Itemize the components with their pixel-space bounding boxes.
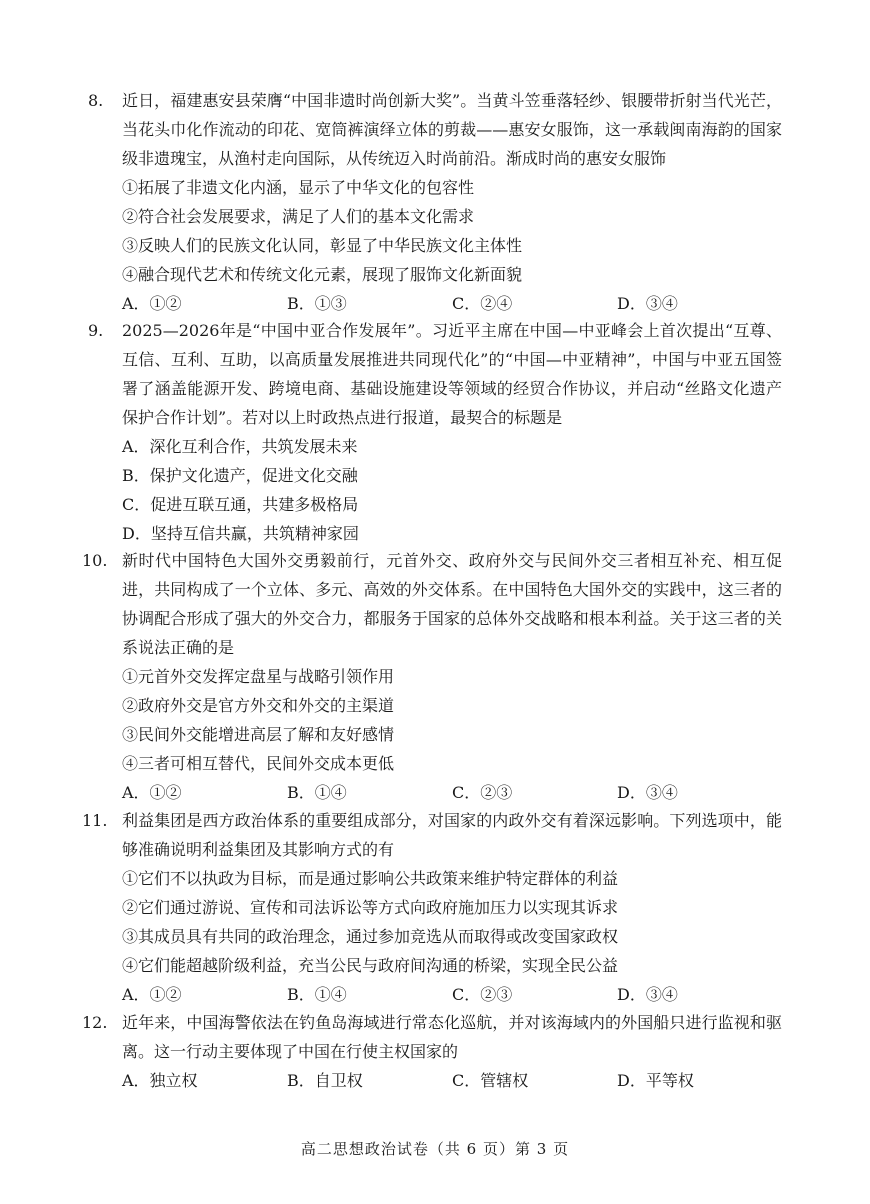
answer-choices <box>122 289 782 318</box>
choice-b: B．①③ <box>287 294 347 313</box>
statement-2: ②政府外交是官方外交和外交的主渠道 <box>122 696 395 715</box>
choice-b: B．自卫权 <box>287 1071 363 1090</box>
question-number: 12. <box>82 1013 108 1032</box>
question-9 <box>88 316 782 548</box>
choice-b: B．保护文化遗产，促进文化交融 <box>122 466 358 485</box>
choice-a: A．深化互利合作，共筑发展未来 <box>122 437 358 456</box>
statement-1: ①元首外交发挥定盘星与战略引领作用 <box>122 667 395 686</box>
choice-d: D．③④ <box>617 783 678 802</box>
choice-a: A．①② <box>122 985 182 1004</box>
choice-d: D．③④ <box>617 985 678 1004</box>
choice-b: B．①④ <box>287 985 347 1004</box>
question-12 <box>82 1008 782 1095</box>
statement-4: ④它们能超越阶级利益，充当公民与政府间沟通的桥梁，实现全民公益 <box>122 956 619 975</box>
answer-choices <box>122 1066 782 1095</box>
choice-c: C．促进互联互通，共建多极格局 <box>122 495 359 514</box>
choice-c: C．②③ <box>452 985 513 1004</box>
statement-3: ③反映人们的民族文化认同，彰显了中华民族文化主体性 <box>122 236 523 255</box>
question-number: 9. <box>88 321 104 340</box>
question-number: 8. <box>88 91 104 110</box>
choice-c: C．②④ <box>452 294 513 313</box>
answer-choices <box>122 778 782 807</box>
choice-b: B．①④ <box>287 783 347 802</box>
statement-1: ①它们不以执政为目标，而是通过影响公共政策来维护特定群体的利益 <box>122 869 619 888</box>
choice-a: A．独立权 <box>122 1071 198 1090</box>
statement-2: ②符合社会发展要求，满足了人们的基本文化需求 <box>122 207 475 226</box>
page-footer: 高二思想政治试卷（共 6 页）第 3 页 <box>300 1140 570 1158</box>
question-10 <box>82 546 782 807</box>
question-number: 10. <box>82 551 108 570</box>
question-stem: 2025—2026年是“中国中亚合作发展年”。习近平主席在中国—中亚峰会上首次提出“互尊、互信、互利、互助，以高质量发展推进共同现代化”的“中国—中亚精神”，中国与中亚五国签署了涵盖能源开发、跨境电商、基础设施建设等领域的经贸合作协议，并启动“丝路文化遗产保护合作计划”。若对以上时政热点进行报道，最契合的标题是 <box>122 321 782 427</box>
question-11 <box>82 806 782 1009</box>
choice-d: D．③④ <box>617 294 678 313</box>
statement-2: ②它们通过游说、宣传和司法诉讼等方式向政府施加压力以实现其诉求 <box>122 898 619 917</box>
statement-3: ③其成员具有共同的政治理念，通过参加竞选从而取得或改变国家政权 <box>122 927 619 946</box>
choice-d: D．坚持互信共赢，共筑精神家园 <box>122 524 359 543</box>
choice-a: A．①② <box>122 783 182 802</box>
statement-4: ④三者可相互替代，民间外交成本更低 <box>122 754 395 773</box>
choice-a: A．①② <box>122 294 182 313</box>
question-stem: 利益集团是西方政治体系的重要组成部分，对国家的内政外交有着深远影响。下列选项中，能够准确说明利益集团及其影响方式的有 <box>122 811 782 859</box>
answer-choices <box>122 980 782 1009</box>
question-stem: 近日，福建惠安县荣膺“中国非遗时尚创新大奖”。当黄斗笠垂落轻纱、银腰带折射当代光芒，当花头巾化作流动的印花、宽筒裤演绎立体的剪裁——惠安女服饰，这一承载闽南海韵的国家级非遗瑰宝，从渔村走向国际，从传统迈入时尚前沿。渐成时尚的惠安女服饰 <box>122 91 782 168</box>
statement-1: ①拓展了非遗文化内涵，显示了中华文化的包容性 <box>122 178 475 197</box>
statement-4: ④融合现代艺术和传统文化元素，展现了服饰文化新面貌 <box>122 265 523 284</box>
choice-c: C．②③ <box>452 783 513 802</box>
choice-c: C．管辖权 <box>452 1071 529 1090</box>
question-stem: 近年来，中国海警依法在钓鱼岛海域进行常态化巡航，并对该海域内的外国船只进行监视和驱离。这一行动主要体现了中国在行使主权国家的 <box>122 1013 782 1061</box>
statement-3: ③民间外交能增进高层了解和友好感情 <box>122 725 395 744</box>
question-stem: 新时代中国特色大国外交勇毅前行，元首外交、政府外交与民间外交三者相互补充、相互促进，共同构成了一个立体、多元、高效的外交体系。在中国特色大国外交的实践中，这三者的协调配合形成了强大的外交合力，都服务于国家的总体外交战略和根本利益。关于这三者的关系说法正确的是 <box>122 551 782 657</box>
choice-d: D．平等权 <box>617 1071 694 1090</box>
question-8 <box>88 86 782 318</box>
question-number: 11. <box>82 811 108 830</box>
